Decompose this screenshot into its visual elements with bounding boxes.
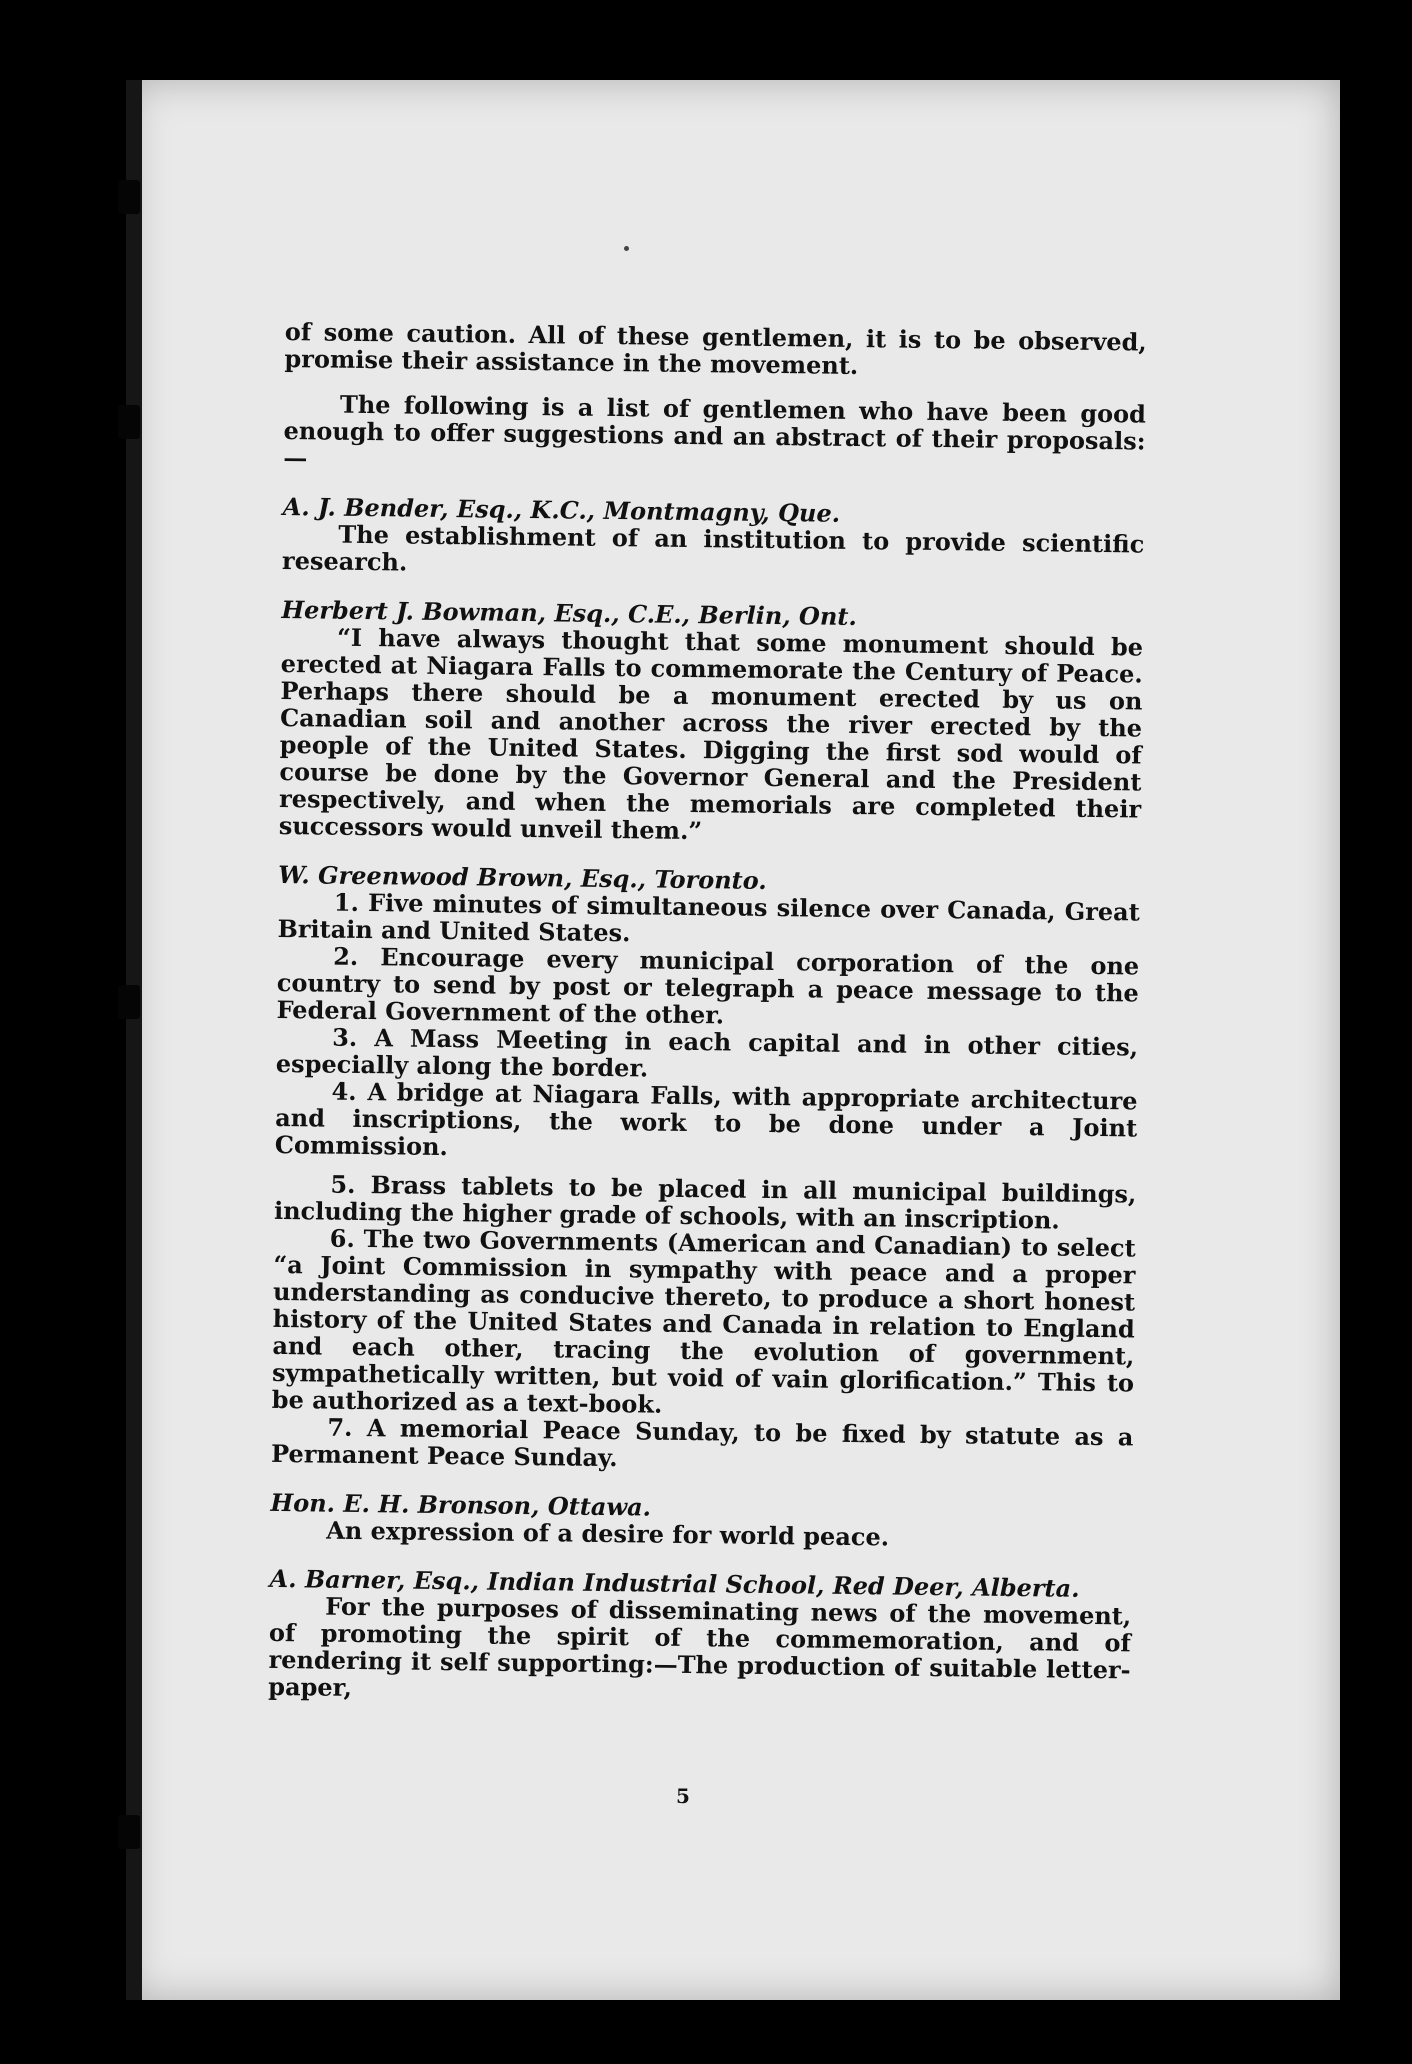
list-item: 4. A bridge at Niagara Falls, with appropriate architecture and inscriptions, the work to be done under a Joint Commission. [274,1076,1138,1162]
document-body [268,318,1147,1710]
list-item: 3. A Mass Meeting in each capital and in other cities, especially along the border. [275,1022,1139,1083]
opening-paragraph: of some caution. All of these gentlemen, it is to be observed, promise their assistance in the movement. [284,317,1147,381]
page-number: 5 [676,1784,690,1808]
entry-body: For the purposes of disseminating news of the movement, of promoting the spirit of the commemoration, and of rendering it self supporting:—The production of suitable letter-paper, [268,1591,1132,1702]
binding-clip [118,1815,140,1849]
speck-mark [624,246,629,251]
binding-clip [118,180,140,214]
binding-clip [118,405,140,439]
entry-heading: A. J. Bender, Esq., K.C., Montmagny, Que. [282,491,841,528]
entry-body: An expression of a desire for world peace. [326,1515,890,1552]
page-binding-edge [126,80,142,2000]
entry-heading: Hon. E. H. Bronson, Ottawa. [270,1487,652,1522]
entry-heading: Herbert J. Bowman, Esq., C.E., Berlin, Ont. [281,594,858,632]
entry-heading: A. Barner, Esq., Indian Industrial School, Red Deer, Alberta. [269,1563,1080,1603]
entry-body: “I have always thought that some monument should be erected at Niagara Falls to commemorate the Century of Peace. Perhaps there should be a monument erected by us on Canadian soil and another across the river erected by the people of the United States. Digging the first sod would of course be done by the Governor General and the President respectively, and when the memorials are completed their successors would unveil them.” [278,622,1144,846]
list-item: 1. Five minutes of simultaneous silence over Canada, Great Britain and United States. [277,887,1140,948]
entry-body: The establishment of an institution to provide scientific research. [281,519,1145,577]
list-item: 7. A memorial Peace Sunday, to be fixed by statute as a Permanent Peace Sunday. [270,1412,1134,1473]
binding-clip [118,985,140,1019]
list-item: 6. The two Governments (American and Canadian) to select “a Joint Commission in sympathy with peace and a proper understanding as conducive thereto, to produce a short honest history of the United States and Canada in relation to England and each other, tracing the evolution of government, sympathetically written, but void of vain glorification.” This to be authorized as a text-book. [271,1223,1136,1419]
list-item: 2. Encourage every municipal corporation of the one country to send by post or telegraph a peace message to the Federal Government of the other. [276,941,1140,1030]
intro-paragraph: The following is a list of gentlemen who have been good enough to offer suggestions and an abstract of their proposals:— [283,389,1147,473]
entry-heading: W. Greenwood Brown, Esq., Toronto. [278,859,767,895]
list-item: 5. Brass tablets to be placed in all municipal buildings, including the higher grade of schools, with an inscription. [273,1169,1137,1235]
